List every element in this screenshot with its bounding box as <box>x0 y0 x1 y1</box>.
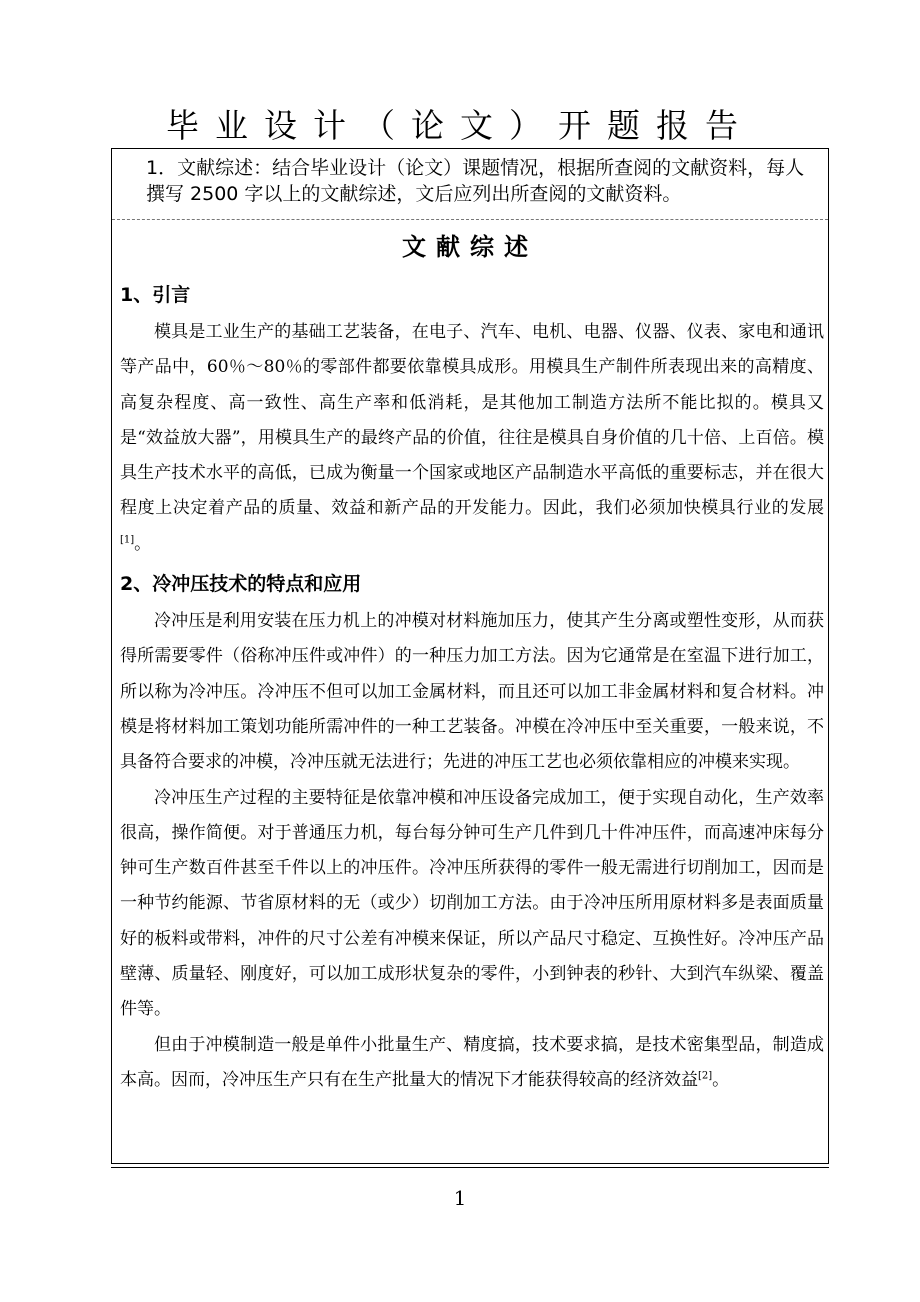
section-title: 文献综述 <box>402 233 538 261</box>
instruction-text: 1．文献综述：结合毕业设计（论文）课题情况，根据所查阅的文献资料，每人撰写 2500 字以上的文献综述，文后应列出所查阅的文献资料。 <box>146 157 805 205</box>
dashed-divider <box>112 219 828 220</box>
section-heading-introduction: 1、引言 <box>120 284 191 306</box>
report-frame <box>111 148 829 1164</box>
literature-review-body <box>120 277 824 1098</box>
paragraph: 冷冲压生产过程的主要特征是依靠冲模和冲压设备完成加工，便于实现自动化，生产效率很高，操作简便。对于普通压力机，每台每分钟可生产几件到几十件冲压件，而高速冲床每分钟可生产数百件甚至千件以上的冲压件。冷冲压所获得的零件一般无需进行切削加工，因而是一种节约能源、节省原材料的无（或少）切削加工方法。由于冷冲压所用原材料多是表面质量好的板料或带料，冲件的尺寸公差有冲模来保证，所以产品尺寸稳定、互换性好。冷冲压产品壁薄、质量轻、刚度好，可以加工成形状复杂的零件，小到钟表的秒针、大到汽车纵梁、覆盖件等。 <box>120 787 824 1020</box>
section-heading-cold-stamping: 2、冷冲压技术的特点和应用 <box>120 573 362 596</box>
citation-ref: [2] <box>698 1070 713 1082</box>
page-number: 1 <box>453 1186 467 1210</box>
citation-ref: [1] <box>120 534 135 546</box>
paragraph: 但由于冲模制造一般是单件小批量生产、精度搞，技术要求搞，是技术密集型品，制造成本高。因而，冷冲压生产只有在生产批量大的情况下才能获得较高的经济效益[2]。 <box>120 1034 824 1090</box>
paragraph: 模具是工业生产的基础工艺装备，在电子、汽车、电机、电器、仪器、仪表、家电和通讯等产品中，60％～80％的零部件都要依靠模具成形。用模具生产制件所表现出来的高精度、高复杂程度、高一致性、高生产率和低消耗，是其他加工制造方法所不能比拟的。模具又是“效益放大器”，用模具生产的最终产品的价值，往往是模具自身价值的几十倍、上百倍。模具生产技术水平的高低，已成为衡量一个国家或地区产品制造水平高低的重要标志，并在很大程度上决定着产品的质量、效益和新产品的开发能力。因此，我们必须加快模具行业的发展[1]。 <box>120 322 824 554</box>
frame-bottom-rule <box>111 1167 829 1168</box>
paragraph: 冷冲压是利用安装在压力机上的冲模对材料施加压力，使其产生分离或塑性变形，从而获得所需要零件（俗称冲压件或冲件）的一种压力加工方法。因为它通常是在室温下进行加工，所以称为冷冲压。冷冲压不但可以加工金属材料，而且还可以加工非金属材料和复合材料。冲模是将材料加工策划功能所需冲件的一种工艺装备。冲模在冷冲压中至关重要，一般来说，不具备符合要求的冲模，冷冲压就无法进行；先进的冲压工艺也必须依靠相应的冲模来实现。 <box>120 611 824 773</box>
page-title: 毕业设计（论文）开题报告 <box>166 106 754 145</box>
